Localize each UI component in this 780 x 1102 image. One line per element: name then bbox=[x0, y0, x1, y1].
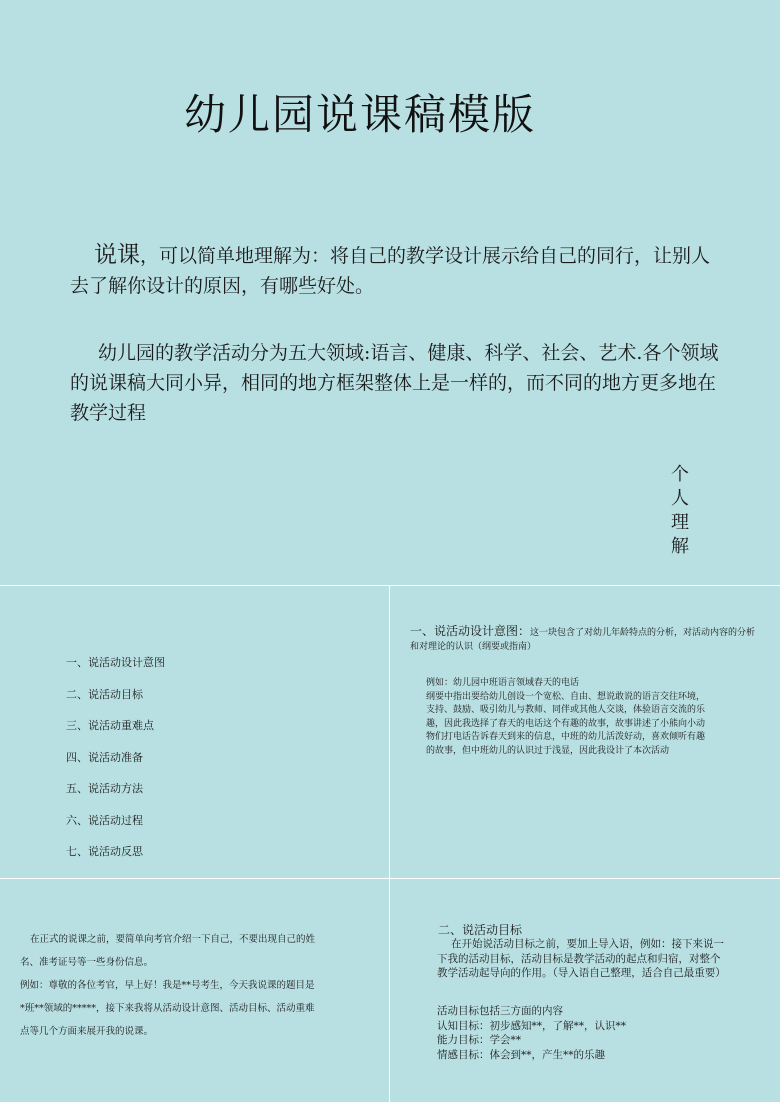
vertical-char: 理 bbox=[671, 512, 689, 533]
text-line: 下我的活动目标，活动目标是教学活动的起点和归宿，对整个 bbox=[437, 952, 721, 965]
section-heading-title: 一、说活动设计意图： bbox=[410, 624, 531, 638]
outline-item: 四、说活动准备 bbox=[66, 750, 143, 764]
example-text bbox=[426, 677, 726, 758]
page-title: 幼儿园说课稿模版 bbox=[183, 90, 536, 139]
vertical-char: 个 bbox=[671, 464, 689, 485]
list-item: 活动目标包括三方面的内容 bbox=[437, 1005, 563, 1017]
intro-keyword: 说课 bbox=[94, 242, 140, 268]
text-line: 物们打电话告诉春天到来的信息，中班的幼儿活泼好动，喜欢倾听有趣 bbox=[426, 732, 706, 742]
outline-item: 七、说活动反思 bbox=[66, 845, 143, 858]
section-heading-desc: 这一块包含了对幼儿年龄特点的分析，对活动内容的分析和对理论的认识（纲要或指南） bbox=[410, 628, 756, 652]
text-line: 在开始说活动目标之前，要加上导入语，例如：接下来说一 bbox=[451, 938, 724, 950]
text-line: 例如：幼儿园中班语言领域春天的电话 bbox=[426, 678, 580, 688]
vertical-char: 人 bbox=[671, 488, 689, 509]
list-item: 情感目标：体会到**，产生**的乐趣 bbox=[437, 1048, 605, 1061]
section-title: 二、说活动目标 bbox=[438, 923, 523, 937]
text-line: 点等几个方面来展开我的说课。 bbox=[20, 1026, 154, 1037]
outline-item: 五、说活动方法 bbox=[66, 782, 143, 795]
self-intro-text bbox=[20, 933, 365, 1048]
outline-list bbox=[66, 656, 165, 877]
text-line: 在正式的说课之前，要简单向考官介绍一下自己，不要出现自己的姓 bbox=[30, 934, 316, 945]
text-line: 教学活动起导向的作用。（导入语自己整理，适合自己最重要） bbox=[437, 967, 726, 979]
text-line: 趣，因此我选择了春天的电话这个有趣的故事，故事讲述了小熊向小动 bbox=[426, 718, 706, 729]
goals-intro bbox=[437, 937, 737, 981]
outline-item: 一、说活动设计意图 bbox=[66, 656, 165, 669]
text-line: 纲要中指出要给幼儿创设一个宽松、自由、想说敢说的语言交往环境， bbox=[426, 691, 706, 702]
intro-text: ，可以简单地理解为：将自己的教学设计展示给自己的同行，让别人去了解你设计的原因，有哪些好处。 bbox=[70, 245, 711, 297]
list-item: 认知目标：初步感知**，了解**，认识** bbox=[437, 1019, 626, 1032]
outline-item: 六、说活动过程 bbox=[66, 813, 143, 827]
text-line: 例如：尊敬的各位考官，早上好！我是**号考生，今天我说课的题目是 bbox=[20, 980, 315, 991]
slide-goals bbox=[390, 879, 780, 1102]
vertical-char: 解 bbox=[671, 536, 689, 557]
goals-list bbox=[437, 1004, 737, 1062]
outline-item: 三、说活动重难点 bbox=[66, 719, 154, 732]
slide-self-intro bbox=[0, 879, 389, 1102]
text-line: 的故事，但中班幼儿的认识过于浅显，因此我设计了本次活动 bbox=[426, 745, 670, 756]
text-line: 支持、鼓励、吸引幼儿与教师、同伴或其他人交谈，体验语言交流的乐 bbox=[426, 705, 706, 715]
text-line: 名、准考证号等一些身份信息。 bbox=[20, 957, 154, 968]
outline-item: 二、说活动目标 bbox=[66, 687, 143, 701]
list-item: 能力目标：学会** bbox=[437, 1034, 521, 1046]
section-heading bbox=[410, 624, 760, 654]
text-line: *班**领域的*****，接下来我将从活动设计意图、活动目标、活动重难 bbox=[20, 1003, 315, 1014]
slide-outline bbox=[0, 586, 389, 878]
vertical-label bbox=[668, 463, 692, 559]
intro-paragraph bbox=[70, 240, 720, 301]
domains-paragraph: 幼儿园的教学活动分为五大领域:语言、健康、科学、社会、艺术.各个领域的说课稿大同小异，相同的地方框架整体上是一样的，而不同的地方更多地在教学过程 bbox=[70, 342, 719, 424]
slide-design-intent bbox=[390, 586, 780, 878]
